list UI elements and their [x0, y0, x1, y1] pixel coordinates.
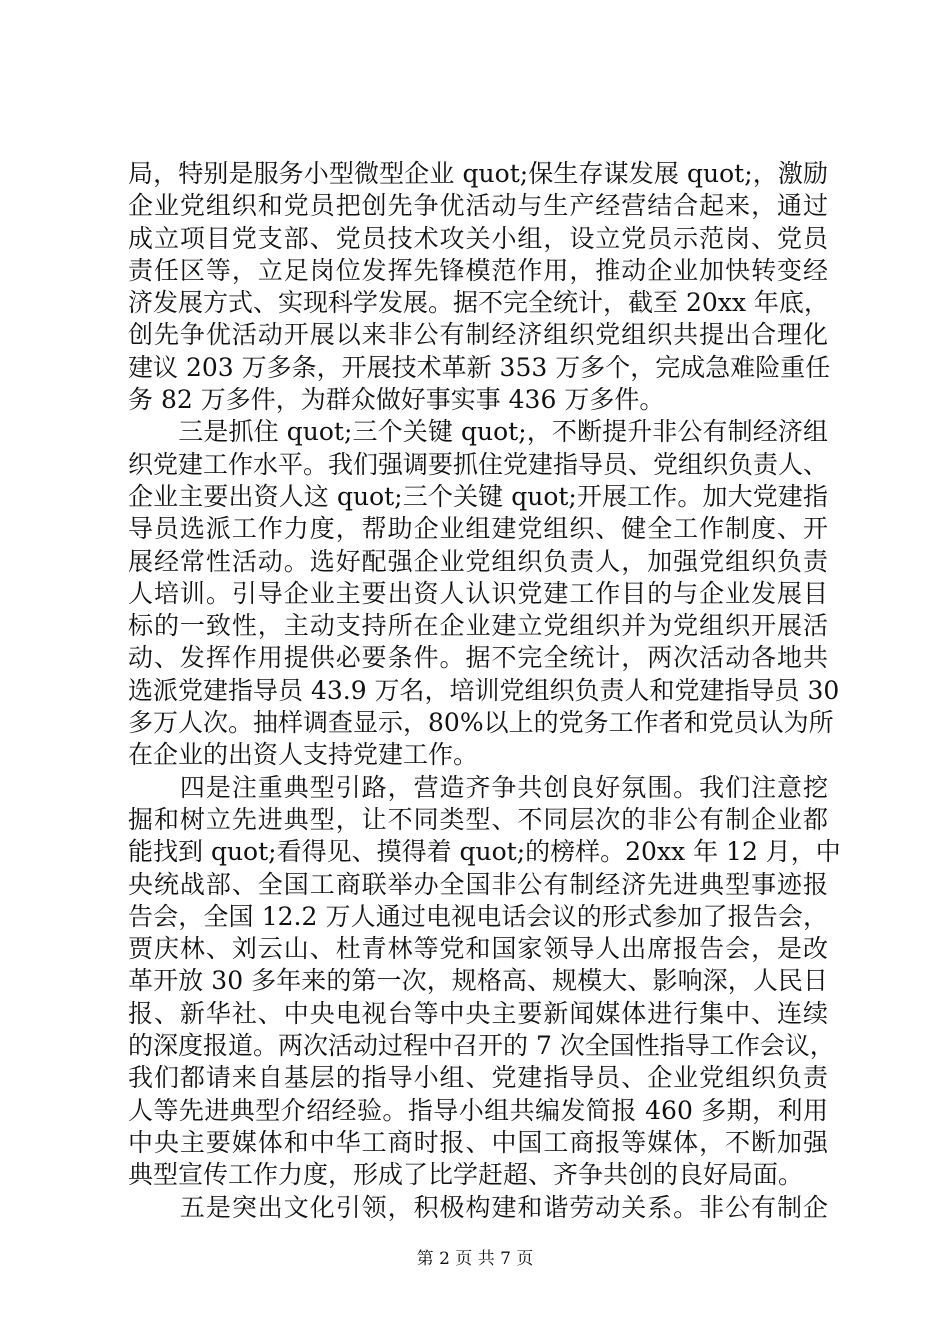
- text-line: 能找到 quot;看得见、摸得着 quot;的榜样。20xx 年 12 月，中: [128, 837, 841, 867]
- text-line: 央统战部、全国工商联举办全国非公有制经济先进典型事迹报: [128, 869, 828, 899]
- text-line: 责任区等，立足岗位发挥先锋模范作用，推动企业加快转变经: [128, 255, 828, 285]
- text-line: 告会，全国 12.2 万人通过电视电话会议的形式参加了报告会，: [128, 901, 828, 931]
- text-line: 报、新华社、中央电视台等中央主要新闻媒体进行集中、连续: [128, 998, 828, 1028]
- text-line: 动、发挥作用提供必要条件。据不完全统计，两次活动各地共: [128, 643, 828, 673]
- text-line: 在企业的出资人支持党建工作。: [128, 740, 479, 770]
- text-line: 掘和树立先进典型，让不同类型、不同层次的非公有制企业都: [128, 804, 828, 834]
- text-line: 展经常性活动。选好配强企业党组织负责人，加强党组织负责: [128, 546, 828, 576]
- text-line: 四是注重典型引路，营造齐争共创良好氛围。我们注意挖: [128, 772, 828, 802]
- text-line: 济发展方式、实现科学发展。据不完全统计，截至 20xx 年底，: [128, 288, 829, 318]
- text-line: 创先争优活动开展以来非公有制经济组织党组织共提出合理化: [128, 320, 828, 350]
- text-line: 务 82 万多件，为群众做好事实事 436 万多件。: [128, 385, 665, 415]
- text-line: 人培训。引导企业主要出资人认识党建工作目的与企业发展目: [128, 578, 828, 608]
- page-footer: [0, 1244, 950, 1269]
- page-number-label: 第 2 页 共 7 页: [416, 1249, 534, 1269]
- document-body: [128, 158, 841, 1224]
- text-line: 局，特别是服务小型微型企业 quot;保生存谋发展 quot;，激励: [128, 159, 828, 188]
- text-line: 五是突出文化引领，积极构建和谐劳动关系。非公有制企: [128, 1192, 828, 1222]
- text-line: 典型宣传工作力度，形成了比学赶超、齐争共创的良好局面。: [128, 1160, 804, 1190]
- text-line: 选派党建指导员 43.9 万名，培训党组织负责人和党建指导员 30: [128, 675, 840, 705]
- text-line: 多万人次。抽样调查显示，80%以上的党务工作者和党员认为所: [128, 708, 834, 738]
- text-line: 企业主要出资人这 quot;三个关键 quot;开展工作。加大党建指: [128, 481, 828, 511]
- text-line: 我们都请来自基层的指导小组、党建指导员、企业党组织负责: [128, 1063, 828, 1093]
- text-line: 中央主要媒体和中华工商时报、中国工商报等媒体，不断加强: [128, 1127, 828, 1157]
- text-line: 的深度报道。两次活动过程中召开的 7 次全国性指导工作会议，: [128, 1031, 835, 1061]
- text-line: 建议 203 万多条，开展技术革新 353 万多个，完成急难险重任: [128, 352, 831, 382]
- text-line: 导员选派工作力度，帮助企业组建党组织、健全工作制度、开: [128, 514, 828, 544]
- text-line: 企业党组织和党员把创先争优活动与生产经营结合起来，通过: [128, 191, 828, 221]
- text-line: 三是抓住 quot;三个关键 quot;，不断提升非公有制经济组: [128, 417, 828, 447]
- text-line: 革开放 30 多年来的第一次，规格高、规模大、影响深，人民日: [128, 966, 828, 996]
- text-line: 标的一致性，主动支持所在企业建立党组织并为党组织开展活: [128, 611, 828, 641]
- text-line: 成立项目党支部、党员技术攻关小组，设立党员示范岗、党员: [128, 223, 828, 253]
- text-line: 织党建工作水平。我们强调要抓住党建指导员、党组织负责人、: [128, 449, 829, 479]
- text-line: 贾庆林、刘云山、杜青林等党和国家领导人出席报告会，是改: [128, 934, 828, 964]
- text-line: 人等先进典型介绍经验。指导小组共编发简报 460 多期，利用: [128, 1095, 828, 1125]
